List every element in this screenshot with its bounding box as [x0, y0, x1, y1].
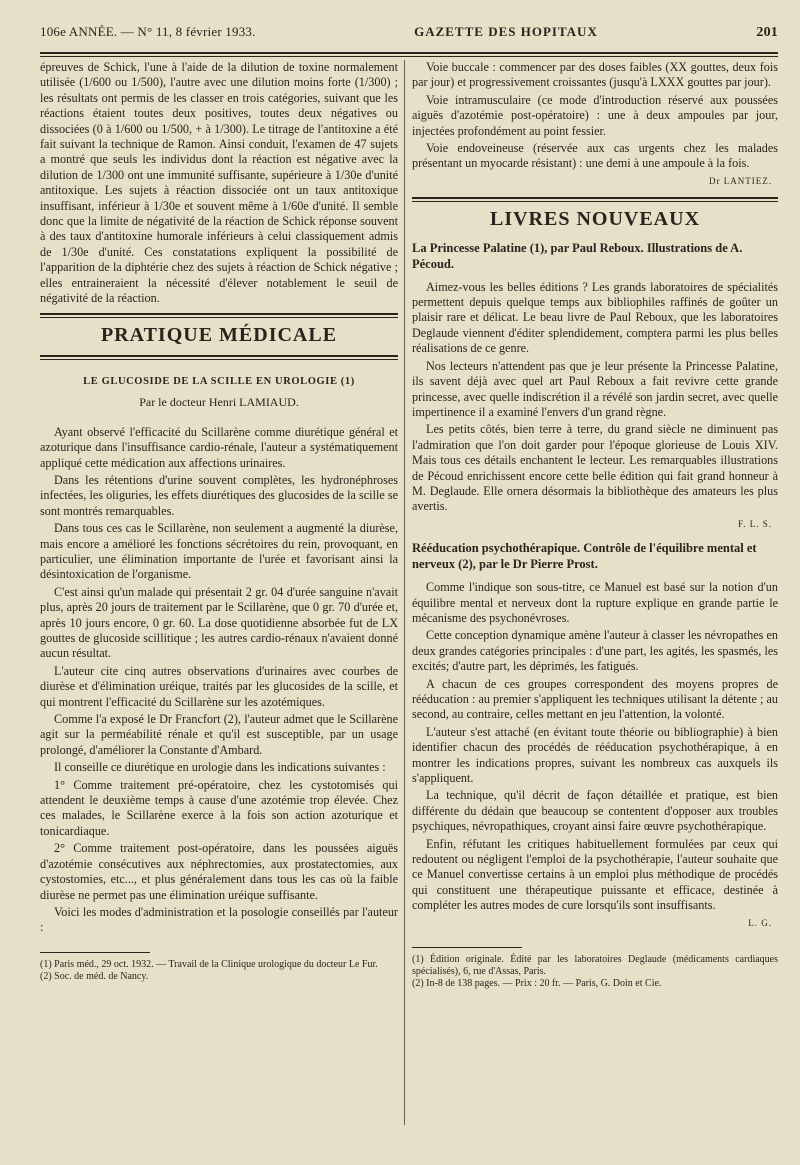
footnote: (2) Soc. de méd. de Nancy. — [40, 970, 149, 982]
footnote: (1) Édition originale. Édité par les laboratoires Deglaude (médicaments cardiaques spécialisés), 6, rue d'Assas, Paris. — [412, 954, 778, 978]
review-paragraph: Enfin, réfutant les critiques habituellement formulées par ceux qui redoutent ou négligent l'emploi de la psychothérapie, l'auteur souhaite que ce Manuel convertisse certains à un emploi plus méthodique de procédés qui constituent une thérapeutique puissante et efficace, destinée à compléter les autres modes de cure lorsqu'ils sont insuffisants. — [412, 836, 778, 913]
header-rule — [40, 52, 778, 57]
article-paragraph: Dans tous ces cas le Scillarène, non seulement a augmenté la diurèse, mais encore a amélioré les fonctions sécrétoires du rein, provoquant, en particulier, une élimination importante de l'urée et favorisant ainsi la désintoxication de l'organisme. — [40, 521, 398, 582]
footnote-rule — [412, 947, 522, 948]
review-paragraph: Nos lecteurs n'attendent pas que je leur présente la Princesse Palatine, ils savent déjà avec quel art Paul Reboux a fait revivre cette grande princesse, avec quelle indiscrétion il a révélé son jardin secret, avec quelle impertinence il a examiné l'envers d'un grand règne. — [412, 358, 778, 419]
administration-paragraph: Voie intramusculaire (ce mode d'introduction réservé aux poussées aiguës d'azotémie post-opératoire) : une à deux ampoules par jour, injectées profondément au point fessier. — [412, 92, 778, 138]
footnote-rule — [40, 952, 150, 953]
article-author: Par le docteur Henri LAMIAUD. — [139, 395, 299, 410]
page-number: 201 — [756, 25, 778, 40]
administration-paragraph: Voie endoveineuse (réservée aux cas urgents chez les malades présentant un myocarde résistant) : une demi à une ampoule à la fois. — [412, 141, 778, 171]
section-title-livres: LIVRES NOUVEAUX — [489, 208, 701, 231]
article-paragraph: Voici les modes d'administration et la posologie conseillés par l'auteur : — [40, 904, 398, 935]
journal-name: GAZETTE DES HOPITAUX — [414, 24, 598, 39]
page-header — [40, 24, 778, 50]
book-title — [412, 240, 778, 272]
review-paragraph: L'auteur s'est attaché (en évitant toute théorie ou bibliographie) à bien identifier chacun des procédés de rééducation psychothérapique, à en montrer les indications propres, suivant les nombreux cas auxquels ils s'appliquent. — [412, 724, 778, 786]
reviewer-signature: L. G. — [748, 917, 772, 928]
section-title-pratique: PRATIQUE MÉDICALE — [100, 323, 338, 346]
column-divider — [404, 60, 405, 1125]
reviewer-signature: F. L. S. — [737, 518, 772, 529]
article-title: LE GLUCOSIDE DE LA SCILLE EN UROLOGIE (1) — [83, 375, 355, 387]
section-rule — [412, 197, 778, 202]
article-paragraph: Il conseille ce diurétique en urologie dans les indications suivantes : — [54, 760, 386, 775]
review-paragraph: Aimez-vous les belles éditions ? Les grands laboratoires de spécialités permettent depuis quelque temps aux bibliophiles raffinés de goûter un plaisir rare et délicat. Le beau livre de Paul Reboux, que les laboratoires Deglaude viennent d'éditer splendidement, comptera parmi les plus belles réalisations de ce genre. — [412, 279, 778, 356]
right-column — [412, 60, 778, 1165]
article-paragraph: 1° Comme traitement pré-opératoire, chez les cystotomisés qui attendent le deuxième temps à cause d'une azotémie trop élevée. Chez ces malades, le Scillarène exerce à la fois son action azoturique et tonicardiaque. — [40, 777, 398, 838]
author-signature: Dr LANTIEZ. — [709, 175, 772, 186]
article-paragraph: Comme l'a exposé le Dr Francfort (2), l'auteur admet que le Scillarène agit sur la perméabilité rénale et qu'il est susceptible, par un usage prolongé, d'améliorer la Constante d'Ambard. — [40, 712, 398, 757]
article-paragraph: Ayant observé l'efficacité du Scillarène comme diurétique général et azoturique dans l'insuffisance cardio-rénale, l'auteur a systématiquement appliqué cette médication aux affections urinaires. — [40, 424, 398, 470]
administration-paragraph: Voie buccale : commencer par des doses faibles (XX gouttes, deux fois par jour) et progressivement croissantes (jusqu'à LXXX gouttes par jour). — [412, 60, 778, 90]
book-title-text: Rééducation psychothérapique. Contrôle de l'équilibre mental et nerveux (2), par le Dr Pierre Prost. — [412, 541, 757, 572]
section-rule — [40, 355, 398, 360]
issue-info: 106e ANNÉE. — N° 11, 8 février 1933. — [40, 24, 256, 39]
footnote: (2) In-8 de 138 pages. — Prix : 20 fr. — Paris, G. Doin et Cie. — [412, 978, 662, 990]
article-paragraph: C'est ainsi qu'un malade qui présentait 2 gr. 04 d'urée sanguine n'avait plus, après 20 jours de traitement par le Scillarène, que 0 gr. 70 d'urée et, après 10 jours encore, 0 gr. 60. La dose quotidienne absorbée fut de LX gouttes de glucoside scillitique ; les autres cardio-rénaux n'avaient donné aucun résultat. — [40, 584, 398, 661]
book-title-text: La Princesse Palatine (1), par Paul Reboux. Illustrations de A. Pécoud. — [412, 240, 743, 271]
section-rule — [40, 313, 398, 318]
review-paragraph: A chacun de ces groupes correspondent des moyens propres de rééducation : au premier s'appliquent les techniques utilisant la détente ; au second, au contraire, celles mettant en jeu l'attention, la volonté. — [412, 676, 778, 722]
article-paragraph: L'auteur cite cinq autres observations d'urinaires avec courbes de diurèse et d'élimination uréique, traités par les glucosides de la scille, et qui montrent l'efficacité du Scillarène sur les azotémiques. — [40, 663, 398, 709]
footnote: (1) Paris méd., 29 oct. 1932. — Travail de la Clinique urologique du docteur Le Fur. — [40, 958, 378, 970]
article-paragraph: 2° Comme traitement post-opératoire, dans les poussées aiguës d'azotémie consécutives aux néphrectomies, aux prostatectomies, aux cystostomies, etc..., et plus généralement dans tous les cas où la faible diurèse ne permet pas une élimination uréique suffisante. — [40, 841, 398, 902]
intro-paragraph: épreuves de Schick, l'une à l'aide de la dilution de toxine normalement utilisée (1/600 ou 1/500), l'autre avec une dilution moins forte (1/300) ; les résultats ont permis de les classer en trois catégories, suivant que les réactions étaient toutes deux positives, toutes deux négatives ou dissociées (0 à 1/600 ou 1/500, + à 1/300). Le titrage de l'antitoxine a été fait suivant la technique de Ramon. Ainsi conduit, l'examen de 47 sujets a montré que seuls les individus dont la réaction est négative avec la dilution de 1/300 ont une immunité suffisante, supérieure à 1/30e d'unité antitoxique. Les sujets à réaction dissociée ont un taux antitoxique insuffisant, inférieur à 1/30e et souvent même à 1/60e d'unité. Il semble donc que la limite de négativité de la réaction de Schick réponse souvent à des taux d'antitoxine humorale inférieurs à celui classiquement admis de 1/30e d'unité. Ces constatations expliquent la possibilité de l'apparition de la diphtérie chez des sujets à réaction de Schick négative ; elles entraineraient la nécessité d'élever notablement le seuil de négativité de la réaction. — [40, 60, 398, 306]
left-column — [40, 60, 398, 1165]
review-paragraph: Les petits côtés, bien terre à terre, du grand siècle ne diminuent pas l'admiration que l'on doit garder pour l'époque glorieuse de Louis XIV. Mais tous ces détails enchantent le lecteur. Les remarquables illustrations de Pécoud enrichissent encore cette belle édition qui fait grand honneur à M. Deglaude. Elle ornera désormais la bibliothèque des amateurs les plus avertis. — [412, 422, 778, 514]
review-paragraph: Comme l'indique son sous-titre, ce Manuel est basé sur la notion d'un équilibre mental et nerveux dont la rupture explique en grande partie le mécanisme des psychonévroses. — [412, 580, 778, 625]
article-paragraph: Dans les rétentions d'urine souvent complètes, les hydronéphroses infectées, les oliguries, les effets diurétiques des glucosides de la scille se sont montrés remarquables. — [40, 472, 398, 518]
book-title — [412, 540, 778, 572]
review-paragraph: La technique, qu'il décrit de façon détaillée et pratique, est bien différente du dédain que beaucoup se contentent d'opposer aux troubles psychiques, névropathiques, croyant ainsi faire œuvre psychothérapique. — [412, 788, 778, 834]
review-paragraph: Cette conception dynamique amène l'auteur à classer les névropathes en deux grandes catégories principales : d'une part, les agités, les spasmés, les excités; d'autre part, les déprimés, les fatigués. — [412, 628, 778, 674]
